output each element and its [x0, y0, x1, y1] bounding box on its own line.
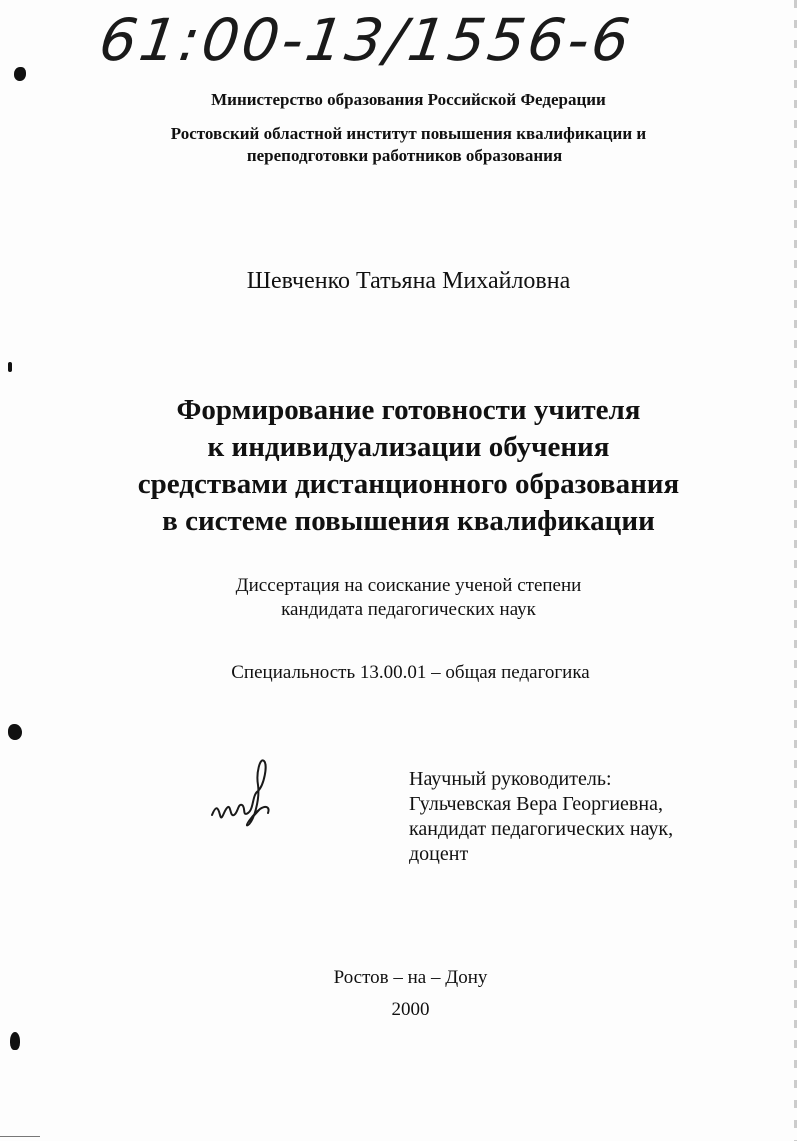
scan-edge — [0, 1136, 40, 1137]
supervisor-rank: доцент — [409, 843, 469, 865]
institute-name-line-1: Ростовский областной институт повышения квалификации и — [170, 124, 647, 143]
degree-statement-line-2: кандидата педагогических наук — [281, 599, 536, 620]
author-name: Шевченко Татьяна Михайловна — [246, 268, 571, 294]
supervisor-degree: кандидат педагогических наук, — [409, 818, 674, 840]
thesis-title-line-2: к индивидуализации обучения — [207, 431, 610, 463]
scan-spot — [14, 67, 26, 81]
signature-icon — [208, 755, 288, 830]
scan-spot — [10, 1032, 20, 1050]
supervisor-name: Гульчевская Вера Георгиевна, — [409, 793, 663, 815]
degree-statement-line-1: Диссертация на соискание ученой степени — [235, 575, 582, 596]
archive-number: 61:00-13/1556-6 — [95, 6, 637, 74]
city: Ростов – на – Дону — [333, 967, 488, 988]
specialty: Специальность 13.00.01 – общая педагогика — [231, 662, 590, 683]
thesis-title-line-4: в системе повышения квалификации — [162, 505, 655, 537]
scan-spot — [8, 724, 22, 740]
year: 2000 — [391, 999, 430, 1020]
thesis-title-line-3: средствами дистанционного образования — [137, 468, 680, 500]
thesis-title-line-1: Формирование готовности учителя — [176, 394, 641, 426]
scan-spot — [8, 362, 12, 372]
supervisor-label: Научный руководитель: — [409, 768, 612, 790]
ministry-name: Министерство образования Российской Федерации — [211, 90, 606, 109]
institute-name-line-2: переподготовки работников образования — [246, 146, 563, 165]
supervisor-block — [409, 767, 673, 867]
